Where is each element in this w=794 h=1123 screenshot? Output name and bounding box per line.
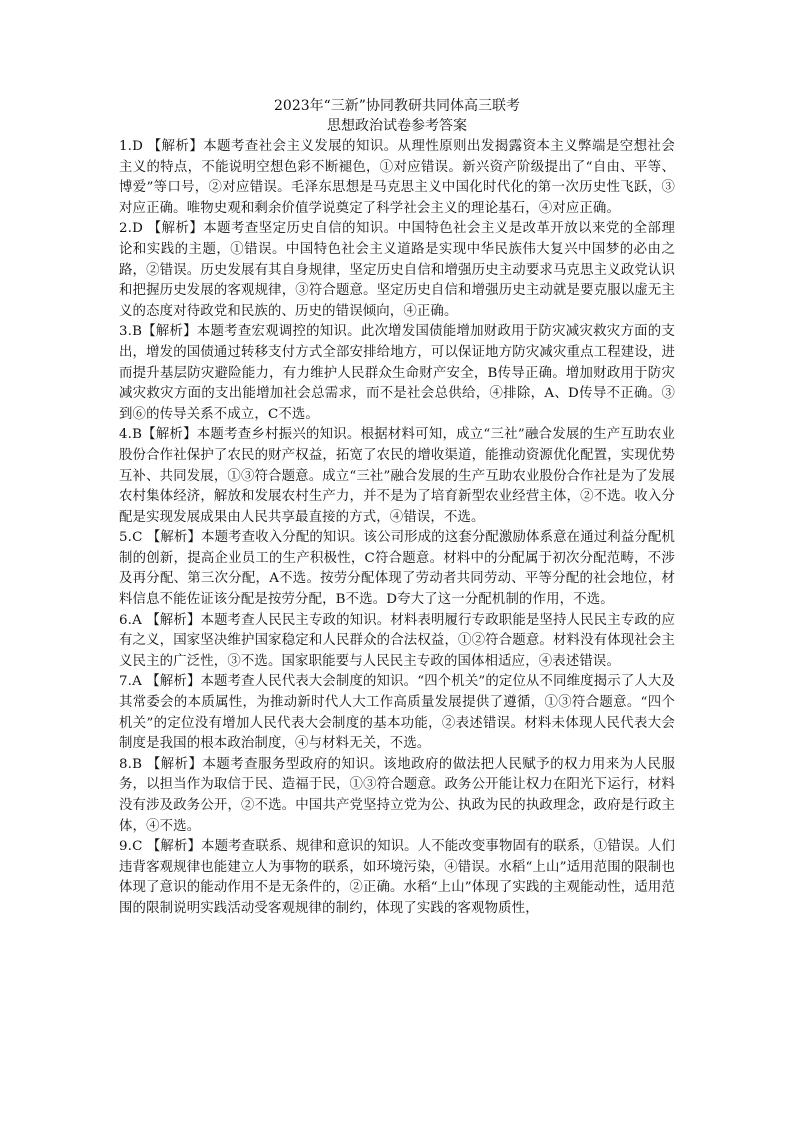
answer-item-2: 2.D 【解析】本题考查坚定历史自信的知识。中国特色社会主义是改革开放以来党的全部理论和实践的主题，①错误。中国特色社会主义道路是实现中华民族伟大复兴中国梦的必由之路，②错误。历史发展有其自身规律，坚定历史自信和增强历史主动要求马克思主义政党认识和把握历史发展的客观规律，③符合题意。坚定历史自信和增强历史主动就是要克服以虚无主义的态度对待政党和民族的、历史的错误倾向，④正确。 <box>119 221 675 319</box>
exam-subtitle: 思想政治试卷参考答案 <box>327 118 467 134</box>
answer-item-6: 6.A 【解析】本题考查人民民主专政的知识。材料表明履行专政职能是坚持人民民主专政的应有之义，国家坚决维护国家稳定和人民群众的合法权益，①②符合题意。材料没有体现社会主义民主的广泛性，③不选。国家职能要与人民民主专政的国体相适应，④表述错误。 <box>119 612 675 669</box>
answer-item-8: 8.B 【解析】本题考查服务型政府的知识。该地政府的做法把人民赋予的权力用来为人民服务，以担当作为取信于民、造福于民，①③符合题意。政务公开能让权力在阳光下运行，材料没有涉及政务公开，②不选。中国共产党坚持立党为公、执政为民的执政理念，政府是行政主体，④不选。 <box>119 756 675 834</box>
answer-item-3: 3.B【解析】本题考查宏观调控的知识。此次增发国债能增加财政用于防灾减灾救灾方面的支出，增发的国债通过转移支付方式全部安排给地方，可以保证地方防灾减灾重点工程建设，进而提升基层防灾避险能力，有力维护人民群众生命财产安全，B传导正确。增加财政用于防灾减灾救灾方面的支出能增加社会总需求，而不是社会总供给，④排除，A、D传导不正确。③到⑥的传导关系不成立，C不选。 <box>119 324 675 422</box>
answer-item-7: 7.A 【解析】本题考查人民代表大会制度的知识。“四个机关”的定位从不同维度揭示了人大及其常委会的本质属性，为推动新时代人大工作高质量发展提供了遵循，①③符合题意。“四个机关”的定位没有增加人民代表大会制度的基本功能，②表述错误。材料未体现人民代表大会制度是我国的根本政治制度，④与材料无关，不选。 <box>119 674 675 752</box>
answer-item-9: 9.C 【解析】本题考查联系、规律和意识的知识。人不能改变事物固有的联系，①错误。人们违背客观规律也能建立人为事物的联系，如环境污染，④错误。水稻“上山”适用范围的限制也体现了意识的能动作用不是无条件的，②正确。水稻“上山”体现了实践的主观能动性，适用范围的限制说明实践活动受客观规律的制约，体现了实践的客观物质性， <box>119 839 675 916</box>
answer-key-page <box>119 96 675 920</box>
answer-item-4: 4.B【解析】本题考查乡村振兴的知识。根据材料可知，成立“三社”融合发展的生产互助农业股份合作社保护了农民的财产权益，拓宽了农民的增收渠道，能推动资源优化配置，实现优势互补、共同发展，①③符合题意。成立“三社”融合发展的生产互助农业股份合作社是为了发展农村集体经济，解放和发展农村生产力，并不是为了培育新型农业经营主体，②不选。收入分配是实现发展成果由人民共享最直接的方式，④错误，不选。 <box>119 427 675 525</box>
exam-title: 2023年“三新”协同教研共同体高三联考 <box>274 98 520 114</box>
answer-item-1: 1.D 【解析】本题考查社会主义发展的知识。从理性原则出发揭露资本主义弊端是空想社会主义的特点，不能说明空想色彩不断褪色，①对应错误。新兴资产阶级提出了“自由、平等、博爱”等口号，②对应错误。毛泽东思想是马克思主义中国化时代化的第一次历史性飞跃，③对应正确。唯物史观和剩余价值学说奠定了科学社会主义的理论基石，④对应正确。 <box>119 139 675 216</box>
answer-item-5: 5.C 【解析】本题考查收入分配的知识。该公司形成的这套分配激励体系意在通过利益分配机制的创新，提高企业员工的生产积极性，C符合题意。材料中的分配属于初次分配范畴，不涉及再分配、第三次分配，A不选。按劳分配体现了劳动者共同劳动、平等分配的社会地位，材料信息不能佐证该分配是按劳分配，B不选。D夸大了这一分配机制的作用，不选。 <box>119 530 675 608</box>
